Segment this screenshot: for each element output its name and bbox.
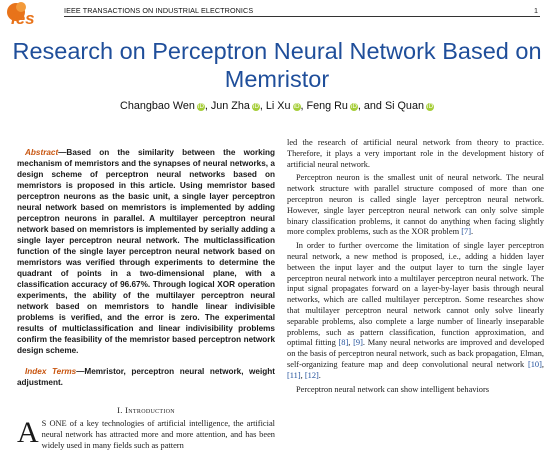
citation-link[interactable]: [12] [304, 370, 319, 380]
author-name[interactable]: Feng Ru [306, 100, 348, 112]
journal-name: IEEE TRANSACTIONS ON INDUSTRIAL ELECTRONICS [64, 6, 254, 15]
citation-link[interactable]: [10] [527, 359, 542, 369]
citation-link[interactable]: [7] [461, 227, 471, 237]
author-separator: , [300, 100, 307, 112]
intro-text: S ONE of a key technologies of artificial intelligence, the artificial neural network has attracted more and more attention, and has been widely used in many fields such as pattern [41, 419, 275, 450]
paragraph: In order to further overcome the limitation of single layer perceptron neural network, a new method is proposed, i.e., adding a hidden layer between the input layer and the output layer to turn the single layer perceptron neural network into a multilayer perceptron neural network. The input signal propagates forward on a layer-by-layer basis through neural networks, which are called multilayer perceptron. Some researches show that multilayer perceptron neural network cannot only solve linearly separable problems, also complete a large number of linearly inseparable problems, such as pattern classification, function approximation, and optimal fitting [8], [9]. Many neural networks are improved and developed on the basis of perceptron neural network, such as back propagation, Elman, self-organizing feature map and deep convolutional neural network [10], [11], [12]. [287, 241, 545, 380]
orcid-icon[interactable]: iD [426, 103, 434, 110]
citation-link[interactable]: [11] [287, 370, 301, 380]
intro-paragraph [17, 416, 275, 451]
citation-link[interactable]: [8] [338, 338, 349, 348]
author-name[interactable]: Jun Zha [210, 100, 250, 112]
paragraph-text: Perceptron neuron is the smallest unit of neural network. The neural network structure with parallel structure composed of more than one perceptron neuron is called single layer perceptron neural network. However, single layer perceptron neural network can only solve simple binary classification problems, it cannot do anything when facing slightly more complex problems, such as the XOR problem [287, 173, 544, 237]
right-column [287, 138, 544, 398]
paragraph: Perceptron neural network can show intelligent behaviors [296, 384, 490, 394]
paper-title: Research on Perceptron Neural Network Based on Memristor [12, 38, 542, 92]
index-terms [17, 366, 275, 388]
paragraph: Perceptron neuron is the smallest unit of neural network. The neural network structure with parallel structure composed of more than one perceptron neuron is called single layer perceptron neural network. However, single layer perceptron neural network can only solve simple binary classification problems, it cannot do anything when facing slightly more complex problems, such as the XOR problem [7]. [287, 173, 544, 237]
page-number: 1 [534, 6, 538, 15]
orcid-icon[interactable]: iD [197, 103, 205, 110]
abstract-text: —Based on the similarity between the working mechanism of memristors and the synapses of neural networks, a design scheme of perceptron neural networks based on memristors is proposed in this article. Using memristor based perceptron neurons as the basic unit, a single layer perceptron neural network based on memristors is implemented by adding perceptron neurons in parallel. A multilayer perceptron neural network based on memristors is implemented by serially adding a single layer perceptron neural network. The multiclassification function of the single layer perceptron neural network based on memristors was verified through experiments to determine the quadrant of points in a two-dimensional plane, with a classification accuracy of 96.67%. Through logical XOR operation experiments, the ability of the multilayer perceptron neural network based on memristors to handle linear indivisible problems is verified, and the error is zero. The experimental results of multiclassification and linear indivisibility problems confirm the feasibility of the memristor based perceptron network design scheme. [17, 148, 275, 355]
paragraph: led the research of artificial neural network from theory to practice. Therefore, it plays a very important role in the development history of artificial neural network. [287, 138, 544, 169]
citation-link[interactable]: [9] [353, 338, 363, 348]
author-separator: , [204, 100, 211, 112]
author-separator: , [259, 100, 266, 112]
paragraph-text: In order to further overcome the limitation of single layer perceptron neural network, a new method is proposed, i.e., adding a hidden layer between the input layer and the output layer to turn the single layer perceptron neural network into a multilayer perceptron neural network. The input signal propagates forward on a layer-by-layer basis through neural networks, which are called multilayer perceptron. Some researches show that multilayer perceptron neural network cannot only solve linearly separable problems, also complete a large number of linearly inseparable problems, such as pattern classification, function approximation, and optimal fitting [287, 241, 544, 348]
svg-text:ies: ies [11, 9, 35, 28]
section-title: Introduction [125, 405, 175, 415]
index-terms-label: Index Terms [25, 367, 77, 376]
index-terms-text: —Memristor, perceptron neural network, weight adjustment. [17, 367, 275, 387]
author-separator: , and [357, 100, 385, 112]
orcid-icon[interactable]: iD [350, 103, 358, 110]
left-column [17, 147, 275, 451]
abstract-label: Abstract [25, 148, 59, 157]
header-rule [64, 16, 540, 17]
ies-logo [7, 0, 51, 28]
orcid-icon[interactable]: iD [293, 103, 300, 110]
abstract [17, 147, 275, 356]
orcid-icon[interactable]: iD [252, 103, 260, 110]
paragraph-text: , [348, 338, 354, 348]
author-name[interactable]: Li Xu [265, 100, 291, 112]
author-name[interactable]: Changbao Wen [120, 100, 195, 112]
paragraph-text: . Many neural networks are improved and developed on the basis of perceptron neural network, such as back propagation, Elman, self-organizing feature map and deep convolutional neural network [287, 338, 545, 369]
drop-cap: A [17, 416, 39, 449]
section-number: I. [117, 405, 123, 415]
author-list [0, 100, 554, 112]
author-name[interactable]: Si Quan [384, 100, 424, 112]
section-heading [17, 405, 275, 415]
